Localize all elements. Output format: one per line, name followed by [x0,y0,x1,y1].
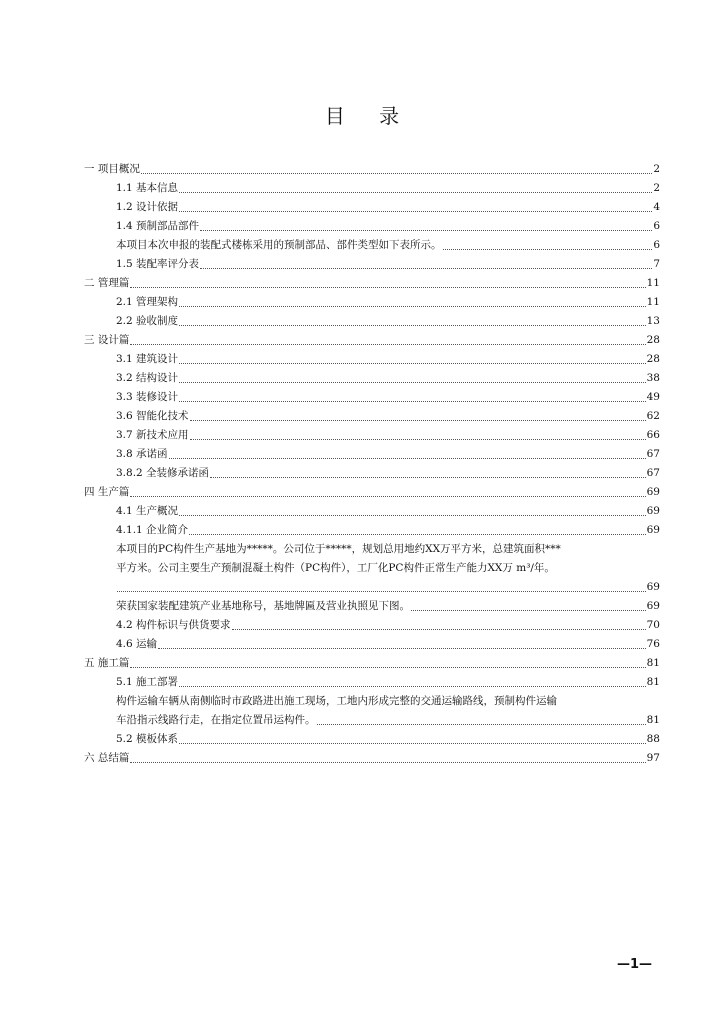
dot-leader [179,325,646,326]
dot-leader [117,591,646,592]
toc-entry-label: 四 生产篇 [84,486,130,498]
toc-entry-page: 66 [646,429,660,441]
toc-entry[interactable] [84,179,660,198]
toc-entry-page: 2 [653,163,660,175]
dot-leader [179,686,646,687]
toc-entry-page: 67 [646,467,660,479]
toc-entry-label: 3.2 结构设计 [116,372,179,384]
toc-entry-label: 一 项目概况 [84,163,140,175]
toc-entry[interactable] [84,635,660,654]
toc-entry[interactable] [84,293,660,312]
dot-leader [200,268,652,269]
toc-entry[interactable] [84,521,660,540]
toc-text-line: 构件运输车辆从南侧临时市政路进出施工现场，工地内形成完整的交通运输路线，预制构件运输 [116,695,557,707]
toc-entry-page: 76 [646,638,660,650]
toc-entry[interactable] [84,407,660,426]
toc-entry-label: 车沿指示线路行走，在指定位置吊运构件。 [116,714,316,726]
dot-leader [179,211,652,212]
toc-entry-label: 1.4 预制部品部件 [116,220,200,232]
toc-entry-page: 6 [653,220,660,232]
dot-leader [179,401,646,402]
toc-entry-label: 3.6 智能化技术 [116,410,189,422]
toc-entry[interactable] [84,464,660,483]
toc-entry-page: 81 [646,676,660,688]
toc-entry-page: 38 [646,372,660,384]
toc-entry-label: 4.6 运输 [116,638,158,650]
dot-leader [179,515,646,516]
toc-entry-label: 本项目本次申报的装配式楼栋采用的预制部品、部件类型如下表所示。 [116,239,442,251]
dot-leader [141,173,652,174]
toc-entry[interactable] [84,616,660,635]
toc-entry-page: 69 [646,505,660,517]
toc-entry-label: 3.8.2 全装修承诺函 [116,467,210,479]
toc-entry-page: 49 [646,391,660,403]
toc-title: 目 录 [324,104,414,128]
toc-entry-page: 69 [646,524,660,536]
dot-leader [200,230,652,231]
dot-leader [411,610,646,611]
toc-entry-page: 69 [646,486,660,498]
dot-leader [232,629,646,630]
toc-entry-page: 7 [653,258,660,270]
toc-entry[interactable] [84,749,660,768]
toc-entry-label: 2.1 管理架构 [116,296,179,308]
toc-entry-page: 2 [653,182,660,194]
dot-leader [443,249,653,250]
toc-entry[interactable] [84,578,660,597]
toc-entry-label: 3.3 装修设计 [116,391,179,403]
dot-leader [130,496,645,497]
toc-entry-page: 13 [646,315,660,327]
dot-leader [189,534,646,535]
dot-leader [130,667,645,668]
toc-entry-label: 1.5 装配率评分表 [116,258,200,270]
toc-entry-label: 2.2 验收制度 [116,315,179,327]
toc-entry-page: 81 [646,714,660,726]
toc-entry-label: 4.1 生产概况 [116,505,179,517]
toc-entry-page: 62 [646,410,660,422]
toc-entry[interactable] [84,274,660,293]
toc-entry-label: 五 施工篇 [84,657,130,669]
toc-entry-label: 5.2 模板体系 [116,733,179,745]
dot-leader [169,458,646,459]
toc-entry-label: 3.1 建筑设计 [116,353,179,365]
table-of-contents [84,160,660,768]
toc-entry[interactable] [84,426,660,445]
toc-entry-label: 3.7 新技术应用 [116,429,189,441]
dot-leader [179,192,652,193]
toc-text-line: 平方米。公司主要生产预制混凝土构件（PC构件），工厂化PC构件正常生产能力XX万 m³/年。 [116,562,555,574]
toc-entry[interactable] [84,388,660,407]
toc-entry-page: 69 [646,581,660,593]
dot-leader [179,382,646,383]
toc-entry-label: 1.1 基本信息 [116,182,179,194]
toc-entry-page: 11 [646,296,660,308]
dot-leader [317,724,646,725]
dot-leader [130,762,645,763]
dot-leader [179,363,646,364]
toc-entry-label: 三 设计篇 [84,334,130,346]
toc-entry[interactable] [84,711,660,730]
page-number: —1— [617,957,653,972]
toc-entry-label: 二 管理篇 [84,277,130,289]
toc-entry-label: 3.8 承诺函 [116,448,168,460]
toc-entry-label: 5.1 施工部署 [116,676,179,688]
toc-entry[interactable] [84,730,660,749]
toc-entry-page: 88 [646,733,660,745]
toc-entry[interactable] [84,597,660,616]
toc-entry[interactable] [84,160,660,179]
toc-entry-page: 6 [653,239,660,251]
toc-entry-label: 4.2 构件标识与供货要求 [116,619,231,631]
toc-entry-label: 六 总结篇 [84,752,130,764]
dot-leader [179,743,646,744]
toc-entry[interactable] [84,369,660,388]
toc-entry-page: 67 [646,448,660,460]
dot-leader [210,477,646,478]
toc-entry[interactable] [84,502,660,521]
dot-leader [130,344,645,345]
dot-leader [158,648,646,649]
toc-entry[interactable] [84,312,660,331]
toc-entry[interactable] [84,198,660,217]
toc-entry-page: 4 [653,201,660,213]
toc-entry[interactable] [84,445,660,464]
toc-entry-page: 70 [646,619,660,631]
toc-entry[interactable] [84,236,660,255]
toc-entry-label: 荣获国家装配建筑产业基地称号，基地牌匾及营业执照见下图。 [116,600,410,612]
toc-entry[interactable] [84,217,660,236]
toc-entry[interactable] [84,255,660,274]
dot-leader [179,306,646,307]
toc-entry[interactable] [84,331,660,350]
toc-entry-label: 4.1.1 企业简介 [116,524,189,536]
toc-entry[interactable] [84,673,660,692]
toc-entry-page: 11 [646,277,660,289]
toc-entry[interactable] [84,654,660,673]
toc-entry-label: 1.2 设计依据 [116,201,179,213]
dot-leader [190,439,646,440]
toc-entry[interactable] [84,350,660,369]
toc-entry-page: 28 [646,353,660,365]
toc-entry-page: 97 [646,752,660,764]
toc-entry-page: 28 [646,334,660,346]
toc-entry-page: 69 [646,600,660,612]
toc-entry-page: 81 [646,657,660,669]
toc-text-line: 本项目的PC构件生产基地为*****。公司位于*****，规划总用地约XX万平方米，总建筑面积*** [116,543,561,555]
dot-leader [130,287,645,288]
toc-entry[interactable] [84,483,660,502]
dot-leader [190,420,646,421]
